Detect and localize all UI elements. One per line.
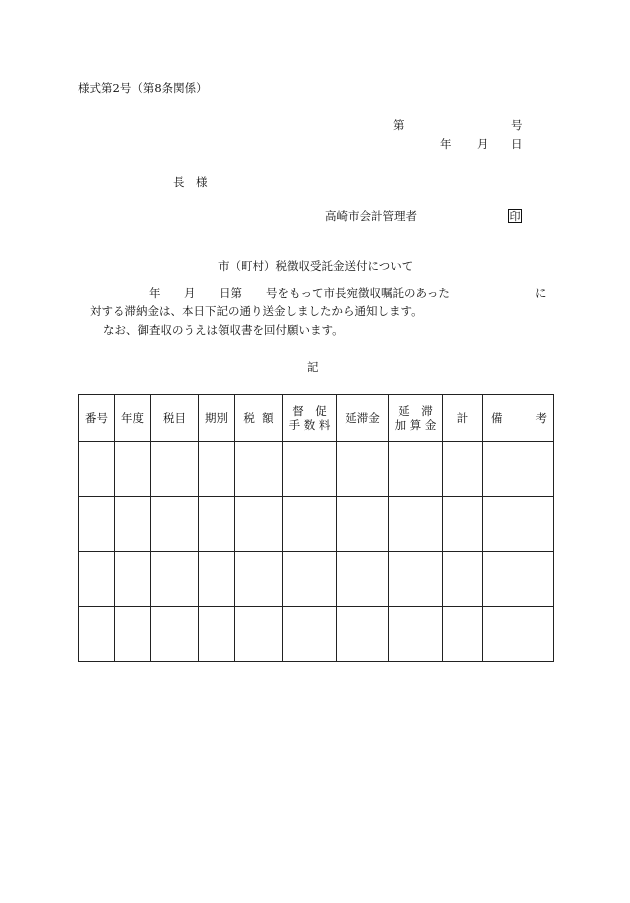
table-cell [199,442,235,497]
table-cell [443,552,483,607]
header-biko-b: 考 [535,410,547,425]
document-title: 市（町村）税徴収受託金送付について [218,259,414,273]
table-cell [483,552,554,607]
header-kei: 計 [443,395,483,442]
table-cell [235,552,283,607]
table-header-row [79,395,554,442]
remittance-table [78,394,554,662]
body-month: 月 [184,286,196,300]
table-cell [283,552,337,607]
table-cell [283,442,337,497]
addressee-sama: 様 [196,175,208,189]
table-cell [199,607,235,662]
addressee-cho: 長 [173,175,185,189]
body-line2: 対する滞納金は、本日下記の通り送金しましたから通知します。 [90,304,423,318]
header-biko [483,395,554,442]
table-cell [337,607,389,662]
header-zeimoku: 税目 [151,395,199,442]
table-cell [79,442,115,497]
table-cell [235,497,283,552]
table-cell [199,552,235,607]
table-cell [283,607,337,662]
table-cell [389,552,443,607]
table-cell [115,607,151,662]
table-row [79,497,554,552]
table-cell [389,497,443,552]
header-tokusoku-line1: 督 促 [292,403,327,418]
table-cell [115,497,151,552]
table-cell [389,442,443,497]
header-nendo: 年度 [115,395,151,442]
table-cell [151,497,199,552]
table-cell [337,442,389,497]
date-day: 日 [511,137,523,151]
table-cell [79,552,115,607]
header-tokusoku [283,395,337,442]
date-year: 年 [440,137,452,151]
ki-label: 記 [307,360,319,374]
header-kibetsu: 期別 [199,395,235,442]
table-cell [443,442,483,497]
table-cell [483,442,554,497]
date-month: 月 [477,137,489,151]
table-cell [151,442,199,497]
header-biko-a: 備 [491,410,503,425]
header-entaikin: 延滞金 [337,395,389,442]
table-cell [283,497,337,552]
sender-name: 高崎市会計管理者 [325,209,417,223]
body-line1-rest: 号をもって市長宛徴収嘱託のあった [266,286,450,300]
table-cell [79,607,115,662]
body-day-dai: 日第 [219,286,242,300]
table-body [79,442,554,662]
table-cell [443,607,483,662]
table-cell [235,607,283,662]
header-entai-kasan [389,395,443,442]
body-line3: なお、御査収のうえは領収書を回付願います。 [103,323,344,337]
header-entai-kasan-line2: 加 算 金 [394,418,437,432]
table-cell [443,497,483,552]
table-cell [115,442,151,497]
table-row [79,552,554,607]
table-cell [151,552,199,607]
table-cell [199,497,235,552]
header-entai-kasan-line1: 延 滞 [398,403,433,418]
header-tokusoku-line2: 手 数 料 [288,418,331,432]
table-cell [483,497,554,552]
form-label: 様式第2号（第8条関係） [78,81,208,95]
header-zeigaku [235,395,283,442]
header-bangou: 番号 [79,395,115,442]
table-cell [337,552,389,607]
table-cell [115,552,151,607]
table-row [79,442,554,497]
body-ni: に [535,286,547,300]
table-row [79,607,554,662]
number-gou: 号 [511,118,523,132]
header-zeigaku-a: 税 [243,410,255,425]
table-cell [389,607,443,662]
table-cell [235,442,283,497]
header-zeigaku-b: 額 [262,410,274,425]
table-cell [337,497,389,552]
seal-box: 印 [509,210,521,223]
table-cell [79,497,115,552]
table-cell [151,607,199,662]
number-dai: 第 [393,118,405,132]
table-cell [483,607,554,662]
body-year: 年 [149,286,161,300]
